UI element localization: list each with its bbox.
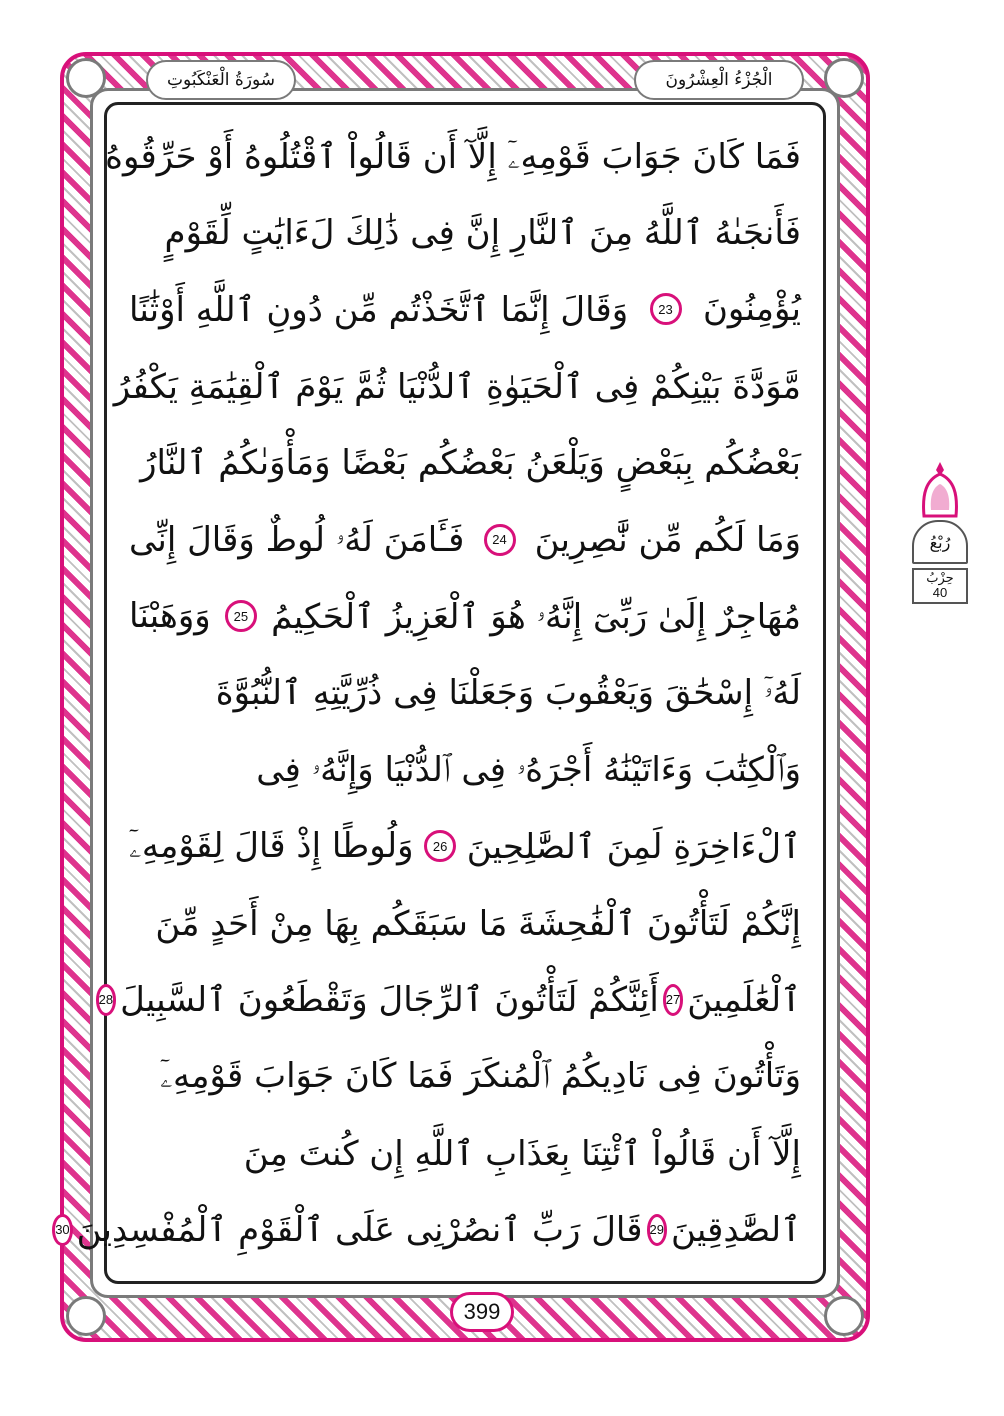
verse-text: لَهُۥٓ إِسْحَٰقَ وَيَعْقُوبَ وَجَعَلْنَا فِى ذُرِّيَّتِهِ ٱلنُّبُوَّةَ xyxy=(215,673,801,714)
verse-line xyxy=(129,200,801,266)
verse-text: إِنَّكُمْ لَتَأْتُونَ ٱلْفَٰحِشَةَ مَا سَبَقَكُم بِهَا مِنْ أَحَدٍ مِّنَ xyxy=(155,903,801,944)
verse-line xyxy=(129,430,801,496)
corner-ornament-icon xyxy=(66,1296,106,1336)
text-panel xyxy=(55,102,826,1284)
verse-text: فَأَنجَىٰهُ ٱللَّهُ مِنَ ٱلنَّارِ إِنَّ فِى ذَٰلِكَ لَءَايَٰتٍ لِّقَوْمٍ xyxy=(164,213,801,254)
verse-line xyxy=(129,1120,801,1186)
hizb-label: حِزْبُ xyxy=(926,571,954,586)
verse-text: وَٱلْكِتَٰبَ وَءَاتَيْنَٰهُ أَجْرَهُۥ فِى ٱلدُّنْيَا وَإِنَّهُۥ فِى xyxy=(256,749,801,790)
verse-line xyxy=(129,276,801,342)
hizb-number: 40 xyxy=(932,585,948,600)
verse-text: ٱلْعَٰلَمِينَ xyxy=(687,980,801,1021)
rub-label: رُبْعُ xyxy=(912,520,968,564)
ayah-number-marker: 29 xyxy=(647,1214,667,1246)
verse-text: بَعْضُكُم بِبَعْضٍ وَيَلْعَنُ بَعْضُكُم بَعْضًا وَمَأْوَىٰكُمُ ٱلنَّارُ xyxy=(140,443,801,484)
page-number: 399 xyxy=(450,1292,514,1332)
ayah-number-marker: 26 xyxy=(424,830,456,862)
verse-text: وَتَأْتُونَ فِى نَادِيكُمُ ٱلْمُنكَرَ فَمَا كَانَ جَوَابَ قَوْمِهِۦٓ xyxy=(160,1056,801,1097)
ayah-number-marker: 23 xyxy=(650,293,682,325)
verse-text: وَقَالَ إِنَّمَا ٱتَّخَذْتُم مِّن دُونِ ٱللَّهِ أَوْثَٰنًا xyxy=(129,289,629,330)
page-frame xyxy=(55,52,870,1342)
verse-text: مَّوَدَّةَ بَيْنِكُمْ فِى ٱلْحَيَوٰةِ ٱلدُّنْيَا ثُمَّ يَوْمَ ٱلْقِيَٰمَةِ يَكْفُرُ xyxy=(113,366,801,407)
verse-text: ٱلْءَاخِرَةِ لَمِنَ ٱلصَّٰلِحِينَ xyxy=(466,826,801,867)
verse-text: فَـَٔامَنَ لَهُۥ لُوطٌ وَقَالَ إِنِّى xyxy=(129,519,465,560)
verse-line xyxy=(129,507,801,573)
verse-line xyxy=(129,583,801,649)
hizb-box xyxy=(912,568,968,604)
verse-text: أَئِنَّكُمْ لَتَأْتُونَ ٱلرِّجَالَ وَتَقْطَعُونَ ٱلسَّبِيلَ xyxy=(120,980,659,1021)
surah-label: سُورَةُ الْعَنْكَبُوتِ xyxy=(146,60,296,100)
verse-text: فَمَا كَانَ جَوَابَ قَوْمِهِۦٓ إِلَّآ أَن قَالُواْ ٱقْتُلُوهُ أَوْ حَرِّقُوهُ xyxy=(105,136,801,177)
verse-line xyxy=(113,353,801,419)
verse-line xyxy=(129,737,801,803)
dome-ornament-icon xyxy=(920,460,960,518)
ayah-number-marker: 28 xyxy=(96,984,116,1016)
corner-ornament-icon xyxy=(824,58,864,98)
verse-lines xyxy=(55,123,801,1263)
verse-text: إِلَّآ أَن قَالُواْ ٱئْتِنَا بِعَذَابِ ٱللَّهِ إِن كُنتَ مِنَ xyxy=(243,1133,801,1174)
corner-ornament-icon xyxy=(824,1296,864,1336)
ayah-number-marker: 25 xyxy=(225,600,257,632)
verse-line xyxy=(129,813,801,879)
ayah-number-marker: 27 xyxy=(663,984,683,1016)
verse-text: يُؤْمِنُونَ xyxy=(702,289,801,330)
verse-text: وَوَهَبْنَا xyxy=(129,596,211,637)
corner-ornament-icon xyxy=(66,58,106,98)
hizb-marker xyxy=(912,460,968,606)
verse-line xyxy=(129,660,801,726)
verse-text: مُهَاجِرٌ إِلَىٰ رَبِّىٓ إِنَّهُۥ هُوَ ٱلْعَزِيزُ ٱلْحَكِيمُ xyxy=(271,596,801,637)
verse-line xyxy=(105,123,801,189)
verse-line xyxy=(129,890,801,956)
ayah-number-marker: 24 xyxy=(484,524,516,556)
verse-text: قَالَ رَبِّ ٱنصُرْنِى عَلَى ٱلْقَوْمِ ٱلْمُفْسِدِينَ xyxy=(76,1210,643,1251)
verse-line xyxy=(98,967,801,1033)
verse-text: وَلُوطًا إِذْ قَالَ لِقَوْمِهِۦٓ xyxy=(129,826,414,867)
verse-line xyxy=(55,1197,801,1263)
verse-text: وَمَا لَكُم مِّن نَّٰصِرِينَ xyxy=(534,519,801,560)
ayah-number-marker: 30 xyxy=(52,1214,72,1246)
juz-label: الْجُزْءُ الْعِشْرُونَ xyxy=(634,60,804,100)
verse-line xyxy=(129,1043,801,1109)
verse-text: ٱلصَّٰدِقِينَ xyxy=(670,1210,801,1251)
